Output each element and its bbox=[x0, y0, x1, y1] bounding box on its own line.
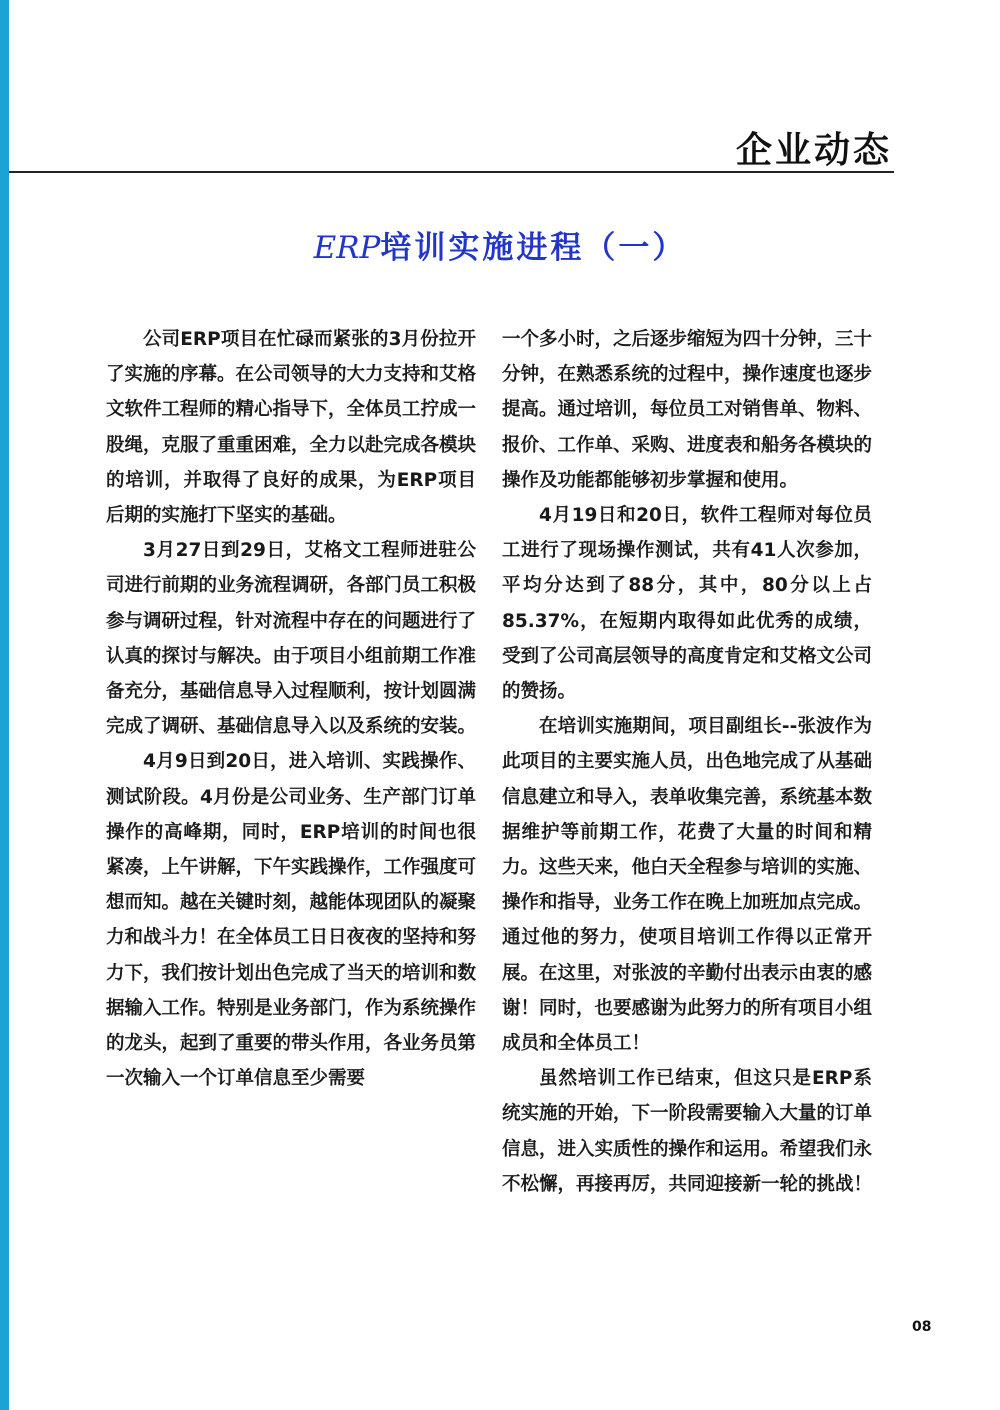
article-column-right bbox=[502, 322, 872, 1202]
article-title bbox=[0, 222, 1000, 267]
header-divider bbox=[9, 171, 894, 173]
article-paragraph: 3月27日到29日，艾格文工程师进驻公司进行前期的业务流程调研，各部门员工积极参与调研过程，针对流程中存在的问题进行了认真的探讨与解决。由于项目小组前期工作准备充分，基础信息导入过程顺利，按计划圆满完成了调研、基础信息导入以及系统的安装。 bbox=[106, 540, 477, 738]
article-paragraph: 4月9日到20日，进入培训、实践操作、测试阶段。4月份是公司业务、生产部门订单操作的高峰期，同时，ERP培训的时间也很紧凑，上午讲解，下午实践操作，工作强度可想而知。越在关键时刻，越能体现团队的凝聚力和战斗力！在全体员工日日夜夜的坚持和努力下，我们按计划出色完成了当天的培训和数据输入工作。特别是业务部门，作为系统操作的龙头，起到了重要的带头作用，各业务员第一次输入一个订单信息至少需要 bbox=[106, 751, 477, 1090]
article-title-cjk: 培训实施进程（一） bbox=[380, 230, 687, 266]
article-paragraph-continued: 一个多小时，之后逐步缩短为四十分钟，三十分钟，在熟悉系统的过程中，操作速度也逐步提高。通过培训，每位员工对销售单、物料、报价、工作单、采购、进度表和船务各模块的操作及功能都能够初步掌握和使用。 bbox=[502, 329, 873, 491]
page-number: 08 bbox=[912, 1319, 932, 1335]
left-accent-bar bbox=[0, 0, 9, 1410]
article-paragraph: 4月19日和20日，软件工程师对每位员工进行了现场操作测试，共有41人次参加，平均分达到了88分，其中，80分以上占85.37%，在短期内取得如此优秀的成绩，受到了公司高层领导的高度肯定和艾格文公司的赞扬。 bbox=[502, 505, 873, 703]
article-column-left bbox=[106, 322, 476, 1096]
section-title: 企业动态 bbox=[735, 129, 892, 171]
article-paragraph: 虽然培训工作已结束，但这只是ERP系统实施的开始，下一阶段需要输入大量的订单信息，进入实质性的操作和运用。希望我们永不松懈，再接再厉，共同迎接新一轮的挑战！ bbox=[502, 1068, 873, 1195]
article-paragraph: 公司ERP项目在忙碌而紧张的3月份拉开了实施的序幕。在公司领导的大力支持和艾格文软件工程师的精心指导下，全体员工拧成一股绳，克服了重重困难，全力以赴完成各模块的培训，并取得了良好的成果，为ERP项目后期的实施打下坚实的基础。 bbox=[106, 329, 477, 527]
article-title-latin: ERP bbox=[313, 230, 381, 266]
article-paragraph: 在培训实施期间，项目副组长--张波作为此项目的主要实施人员，出色地完成了从基础信息建立和导入，表单收集完善，系统基本数据维护等前期工作，花费了大量的时间和精力。这些天来，他白天全程参与培训的实施、操作和指导，业务工作在晚上加班加点完成。通过他的努力，使项目培训工作得以正常开展。在这里，对张波的辛勤付出表示由衷的感谢！同时，也要感谢为此努力的所有项目小组成员和全体员工！ bbox=[502, 716, 873, 1055]
